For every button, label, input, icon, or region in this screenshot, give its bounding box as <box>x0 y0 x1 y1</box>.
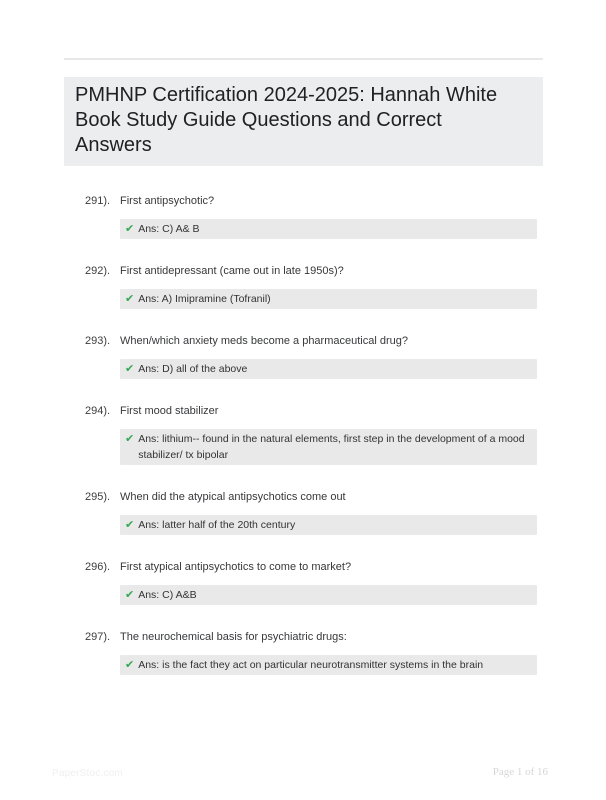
question-text: When/which anxiety meds become a pharmaceutical drug? <box>120 335 408 347</box>
qa-item <box>85 490 543 535</box>
page-title: PMHNP Certification 2024-2025: Hannah White Book Study Guide Questions and Correct Answers <box>75 84 498 156</box>
answer-box <box>120 429 537 465</box>
answer-text: Ans: C) A&B <box>138 589 197 601</box>
top-divider <box>64 58 543 60</box>
question-number: 291). <box>85 195 111 207</box>
qa-item <box>85 560 543 605</box>
check-icon: ✔ <box>125 519 135 531</box>
question-content <box>120 264 537 309</box>
question-number: 295). <box>85 491 111 503</box>
content-area <box>0 58 606 675</box>
question-list <box>64 194 543 675</box>
answer-text: Ans: D) all of the above <box>138 363 248 375</box>
check-icon: ✔ <box>125 433 135 445</box>
answer-text: Ans: is the fact they act on particular neurotransmitter systems in the brain <box>138 659 484 671</box>
question-text: First antidepressant (came out in late 1950s)? <box>120 265 344 277</box>
footer-watermark: PaperStoc.com <box>52 768 123 779</box>
qa-item <box>85 264 543 309</box>
title-card <box>64 77 543 166</box>
question-content <box>120 194 537 239</box>
qa-item <box>85 630 543 675</box>
question-number: 297). <box>85 631 111 643</box>
answer-box <box>120 359 537 379</box>
check-icon: ✔ <box>125 293 135 305</box>
question-number: 293). <box>85 335 111 347</box>
qa-item <box>85 194 543 239</box>
answer-box <box>120 585 537 605</box>
question-content <box>120 630 537 675</box>
question-text: The neurochemical basis for psychiatric drugs: <box>120 631 347 643</box>
question-text: First atypical antipsychotics to come to market? <box>120 561 352 573</box>
question-text: First mood stabilizer <box>120 405 219 417</box>
answer-box <box>120 219 537 239</box>
question-content <box>120 490 537 535</box>
question-content <box>120 334 537 379</box>
answer-text: Ans: C) A& B <box>138 223 200 235</box>
qa-item <box>85 334 543 379</box>
page-number: Page 1 of 16 <box>492 766 548 778</box>
answer-text: Ans: latter half of the 20th century <box>138 519 296 531</box>
check-icon: ✔ <box>125 589 135 601</box>
check-icon: ✔ <box>125 363 135 375</box>
check-icon: ✔ <box>125 223 135 235</box>
question-number: 294). <box>85 405 111 417</box>
question-text: When did the atypical antipsychotics come out <box>120 491 346 503</box>
answer-text: Ans: lithium-- found in the natural elements, first step in the development of a mood stabilizer/ tx bipolar <box>138 433 525 461</box>
qa-item <box>85 404 543 465</box>
check-icon: ✔ <box>125 659 135 671</box>
answer-box <box>120 655 537 675</box>
question-content <box>120 404 537 465</box>
question-number: 296). <box>85 561 111 573</box>
question-text: First antipsychotic? <box>120 195 215 207</box>
answer-box <box>120 289 537 309</box>
answer-box <box>120 515 537 535</box>
question-number: 292). <box>85 265 111 277</box>
question-content <box>120 560 537 605</box>
answer-text: Ans: A) Imipramine (Tofranil) <box>138 293 271 305</box>
